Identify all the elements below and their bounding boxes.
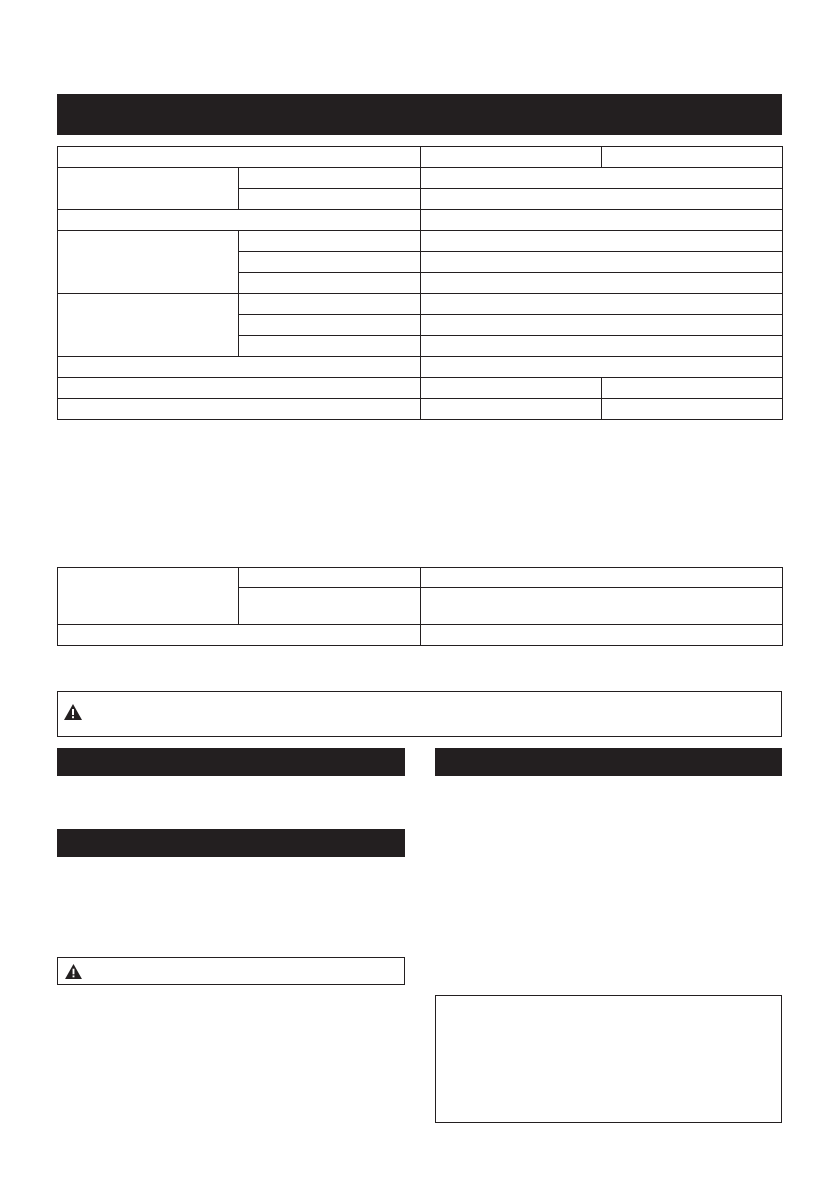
spec-value — [421, 210, 783, 231]
right-section-heading — [435, 748, 782, 776]
spec-value — [421, 147, 602, 168]
spec-sublabel — [239, 189, 421, 210]
spec-label — [58, 231, 239, 294]
table-row — [58, 625, 783, 646]
spec-value — [421, 294, 783, 315]
specifications-table — [57, 146, 783, 420]
warning-triangle-icon — [65, 964, 82, 979]
spec-label — [58, 378, 421, 399]
spec-value — [602, 147, 783, 168]
table-row — [58, 378, 783, 399]
spec-sublabel — [239, 273, 421, 294]
spec-value — [421, 231, 783, 252]
spec-value — [421, 252, 783, 273]
spec-value — [421, 168, 783, 189]
spec-value — [421, 273, 783, 294]
spec-sublabel — [239, 588, 421, 625]
warning-triangle-icon — [64, 704, 82, 720]
spec-value — [421, 378, 602, 399]
spec-value — [421, 336, 783, 357]
spec-sublabel — [239, 315, 421, 336]
spec-label — [58, 210, 421, 231]
spec-sublabel — [239, 231, 421, 252]
table-row — [58, 357, 783, 378]
spec-sublabel — [239, 294, 421, 315]
table-row — [58, 568, 783, 588]
spec-value — [602, 399, 783, 420]
table-row — [58, 210, 783, 231]
second-table — [57, 567, 783, 646]
spec-label — [58, 147, 421, 168]
spec-label — [58, 625, 421, 646]
spec-value — [421, 399, 602, 420]
spec-label — [58, 399, 421, 420]
spec-label — [58, 568, 239, 625]
table-row — [58, 147, 783, 168]
table-row — [58, 168, 783, 189]
specifications-header-bar — [57, 94, 782, 135]
spec-label — [58, 294, 239, 357]
left-section-heading-2 — [57, 829, 405, 857]
spec-label — [58, 357, 421, 378]
spec-sublabel — [239, 252, 421, 273]
table-row — [58, 231, 783, 252]
spec-value — [421, 568, 783, 588]
note-box — [435, 995, 782, 1123]
warning-banner — [57, 691, 782, 737]
table-row — [58, 399, 783, 420]
left-section-heading-1 — [57, 748, 405, 776]
left-warning-label-box — [57, 957, 405, 985]
spec-sublabel — [239, 168, 421, 189]
spec-sublabel — [239, 568, 421, 588]
spec-value — [421, 357, 783, 378]
spec-value — [421, 625, 783, 646]
spec-value — [421, 315, 783, 336]
spec-value — [421, 189, 783, 210]
spec-sublabel — [239, 336, 421, 357]
spec-label — [58, 168, 239, 210]
spec-value — [602, 378, 783, 399]
table-row — [58, 294, 783, 315]
spec-value — [421, 588, 783, 625]
